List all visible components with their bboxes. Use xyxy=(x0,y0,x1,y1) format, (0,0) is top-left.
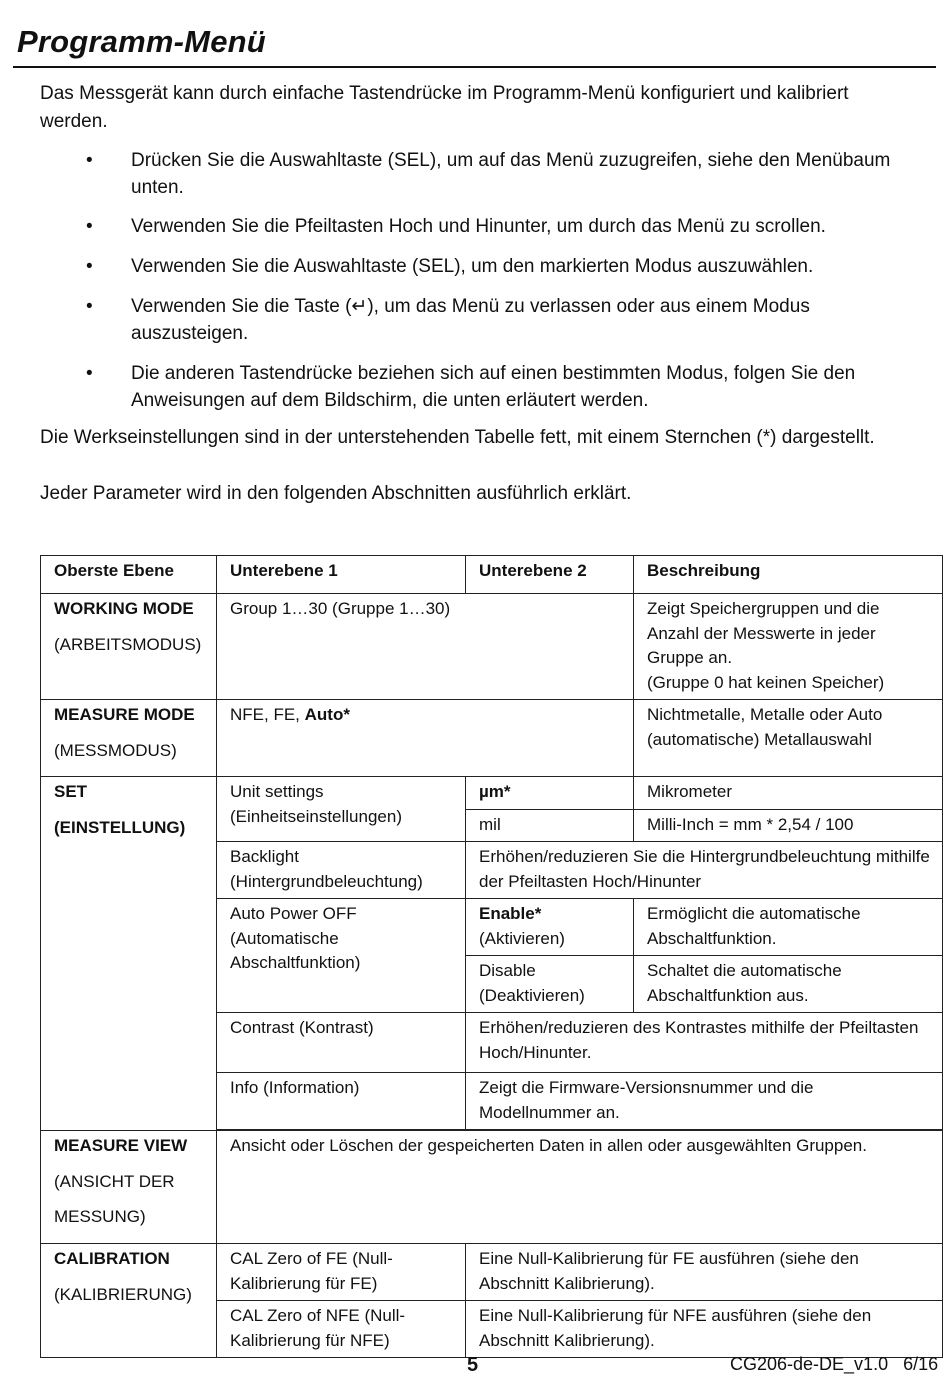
cal-zero-nfe-description: Eine Null-Kalibrierung für NFE ausführen (siehe den Abschnitt Kalibrierung). xyxy=(466,1301,943,1358)
measure-view-description: Ansicht oder Löschen der gespeicherten Daten in allen oder ausgewählten Gruppen. xyxy=(217,1131,943,1244)
info-description: Zeigt die Firmware-Versionsnummer und die Modellnummer an. xyxy=(466,1073,943,1130)
contrast-label: Contrast (Kontrast) xyxy=(217,1013,466,1073)
intro-paragraph: Das Messgerät kann durch einfache Tastendrücke im Programm-Menü konfiguriert und kalibriert werden. xyxy=(40,83,849,132)
working-mode-description: Zeigt Speichergruppen und die Anzahl der Messwerte in jeder Gruppe an. (Gruppe 0 hat keinen Speicher) xyxy=(634,594,943,700)
auto-power-enable-description: Ermöglicht die automatische Abschaltfunktion. xyxy=(634,899,943,956)
table-header-row xyxy=(41,556,943,594)
page-number: 5 xyxy=(467,1354,479,1376)
menu-table xyxy=(40,555,943,1358)
auto-power-disable-description: Schaltet die automatische Abschaltfunktion aus. xyxy=(634,956,943,1013)
title-rule xyxy=(13,66,936,68)
table-row xyxy=(41,700,943,777)
unit-option-mil-description: Milli-Inch = mm * 2,54 / 100 xyxy=(634,809,943,842)
measure-mode-options: NFE, FE, Auto* xyxy=(217,700,634,777)
document-id: CG206-de-DE_v1.0 6/16 xyxy=(730,1354,939,1374)
bullet-icon: • xyxy=(86,296,93,317)
header-sublevel-2: Unterebene 2 xyxy=(466,556,634,594)
auto-power-label: Auto Power OFF (Automatische Abschaltfunktion) xyxy=(217,899,466,1013)
level-measure-view: MEASURE VIEW (ANSICHT DER MESSUNG) xyxy=(41,1131,217,1244)
unit-settings-label: Unit settings (Einheitseinstellungen) xyxy=(217,777,466,842)
table-row xyxy=(41,1131,943,1244)
bullet-icon: • xyxy=(86,256,93,277)
detail-note: Jeder Parameter wird in den folgenden Abschnitten ausführlich erklärt. xyxy=(40,483,632,504)
bullet-icon: • xyxy=(86,150,93,171)
contrast-description: Erhöhen/reduzieren des Kontrastes mithilfe der Pfeiltasten Hoch/Hinunter. xyxy=(466,1013,943,1073)
table-row xyxy=(41,1244,943,1301)
working-mode-groups: Group 1…30 (Gruppe 1…30) xyxy=(217,594,634,700)
level-measure-mode: MEASURE MODE (MESSMODUS) xyxy=(41,700,217,777)
auto-power-disable: Disable (Deaktivieren) xyxy=(466,956,634,1013)
auto-power-enable: Enable* (Aktivieren) xyxy=(466,899,634,956)
backlight-description: Erhöhen/reduzieren Sie die Hintergrundbeleuchtung mithilfe der Pfeiltasten Hoch/Hinunter xyxy=(466,842,943,899)
header-description: Beschreibung xyxy=(634,556,943,594)
backlight-label: Backlight (Hintergrundbeleuchtung) xyxy=(217,842,466,899)
cal-zero-nfe-label: CAL Zero of NFE (Null-Kalibrierung für NFE) xyxy=(217,1301,466,1358)
header-top-level: Oberste Ebene xyxy=(41,556,217,594)
level-calibration: CALIBRATION (KALIBRIERUNG) xyxy=(41,1244,217,1358)
table-row xyxy=(41,594,943,700)
cal-zero-fe-description: Eine Null-Kalibrierung für FE ausführen (siehe den Abschnitt Kalibrierung). xyxy=(466,1244,943,1301)
page-title: Programm-Menü xyxy=(17,24,266,59)
level-set: SET (EINSTELLUNG) xyxy=(41,777,217,1131)
bullet-icon: • xyxy=(86,363,93,384)
header-sublevel-1: Unterebene 1 xyxy=(217,556,466,594)
level-working-mode: WORKING MODE (ARBEITSMODUS) xyxy=(41,594,217,700)
measure-mode-description: Nichtmetalle, Metalle oder Auto (automatische) Metallauswahl xyxy=(634,700,943,777)
info-label: Info (Information) xyxy=(217,1073,466,1130)
unit-option-mil: mil xyxy=(466,809,634,842)
table-row xyxy=(41,777,943,810)
unit-option-um: µm* xyxy=(466,777,634,810)
bullet-icon: • xyxy=(86,216,93,237)
cal-zero-fe-label: CAL Zero of FE (Null-Kalibrierung für FE) xyxy=(217,1244,466,1301)
unit-option-um-description: Mikrometer xyxy=(634,777,943,810)
defaults-note: Die Werkseinstellungen sind in der unterstehenden Tabelle fett, mit einem Sternchen (*) dargestellt. xyxy=(40,427,875,448)
